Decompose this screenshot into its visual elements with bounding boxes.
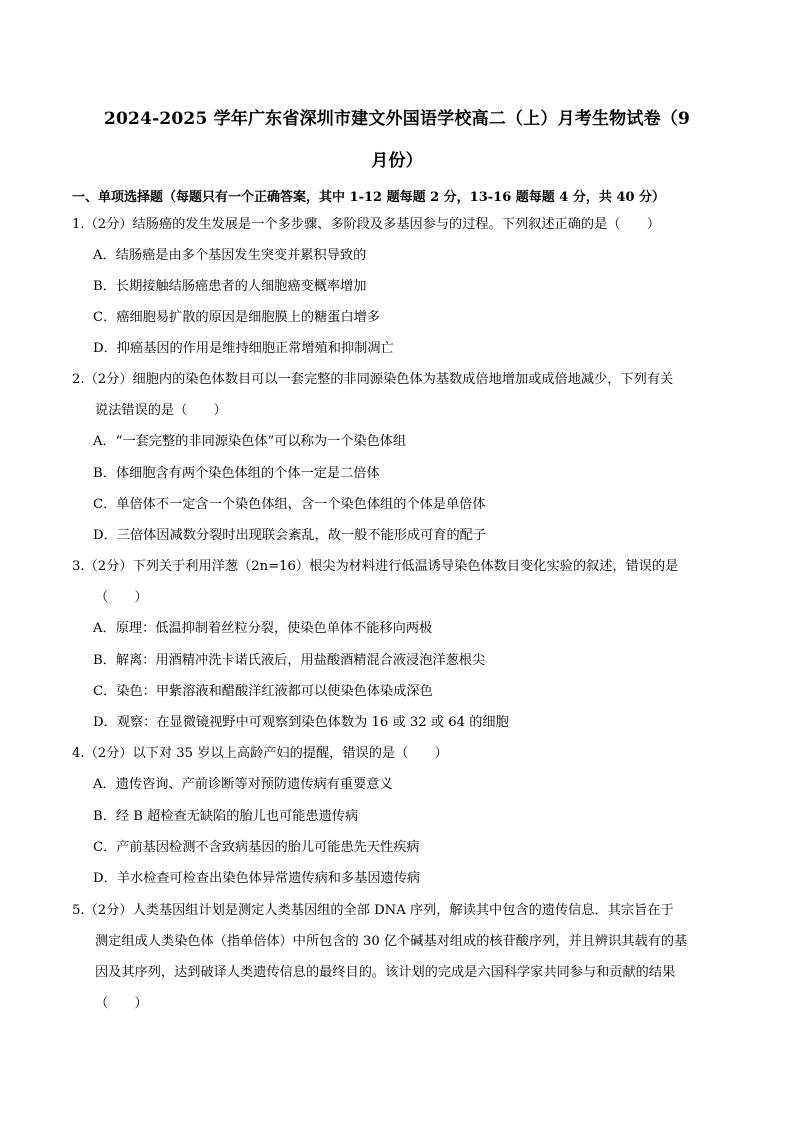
option-c: C．产前基因检测不含致病基因的胎儿可能患先天性疾病 (93, 840, 420, 855)
exam-title-line-1: 2024-2025 学年广东省深圳市建文外国语学校高二（上）月考生物试卷（9 (103, 109, 691, 129)
question-stem-continued: 因及其序列，达到破译人类遗传信息的最终目的。该计划的完成是六国科学家共同参与和贡献的结果 (95, 965, 676, 980)
question-stem-continued: （ ） (95, 590, 148, 605)
question-stem-continued: 说法错误的是（ ） (95, 403, 227, 418)
option-d: D．三倍体因减数分裂时出现联会紊乱，故一般不能形成可育的配子 (93, 528, 487, 543)
option-b: B．体细胞含有两个染色体组的个体一定是二倍体 (93, 466, 380, 481)
option-a: A．原理：低温抑制着丝粒分裂，使染色单体不能移向两极 (93, 621, 433, 636)
option-c: C．染色：甲紫溶液和醋酸洋红液都可以使染色体染成深色 (93, 684, 433, 699)
question-stem: 5.（2分）人类基因组计划是测定人类基因组的全部 DNA 序列，解读其中包含的遗传信息．其宗旨在于 (72, 903, 674, 918)
option-c: C．癌细胞易扩散的原因是细胞膜上的糖蛋白增多 (93, 310, 381, 325)
question-stem-continued: （ ） (95, 996, 148, 1011)
option-b: B．长期接触结肠癌患者的人细胞癌变概率增加 (93, 279, 367, 294)
question-stem-continued: 测定组成人类染色体（指单倍体）中所包含的 30 亿个碱基对组成的核苷酸序列，并且辨识其载有的基 (95, 934, 688, 949)
option-a: A．结肠癌是由多个基因发生突变并累积导致的 (93, 248, 367, 263)
question-stem: 4.（2分）以下对 35 岁以上高龄产妇的提醒，错误的是（ ） (72, 746, 448, 761)
question-stem: 3.（2分）下列关于利用洋葱（2n=16）根尖为材料进行低温诱导染色体数目变化实验的叙述，错误的是 (72, 559, 679, 574)
option-b: B．解离：用酒精冲洗卡诺氏液后，用盐酸酒精混合液浸泡洋葱根尖 (93, 653, 486, 668)
option-b: B．经 B 超检查无缺陷的胎儿也可能患遗传病 (93, 809, 359, 824)
option-d: D．观察：在显微镜视野中可观察到染色体数为 16 或 32 或 64 的细胞 (93, 715, 509, 730)
option-c: C．单倍体不一定含一个染色体组，含一个染色体组的个体是单倍体 (93, 497, 486, 512)
question-stem: 2.（2分）细胞内的染色体数目可以一套完整的非同源染色体为基数成倍地增加或成倍地减少，下列有关 (72, 372, 674, 387)
option-d: D．抑癌基因的作用是维持细胞正常增殖和抑制凋亡 (93, 341, 394, 356)
option-d: D．羊水检查可检查出染色体异常遗传病和多基因遗传病 (93, 871, 421, 886)
question-stem: 1.（2分）结肠癌的发生发展是一个多步骤、多阶段及多基因参与的过程。下列叙述正确的是（ ） (72, 217, 661, 232)
option-a: A．“一套完整的非同源染色体”可以称为一个染色体组 (93, 434, 407, 449)
section-heading: 一、单项选择题（每题只有一个正确答案，其中 1-12 题每题 2 分，13-16 题每题 4 分，共 40 分） (72, 190, 666, 205)
option-a: A．遗传咨询、产前诊断等对预防遗传病有重要意义 (93, 777, 393, 792)
exam-title-line-2: 月份） (371, 151, 423, 171)
